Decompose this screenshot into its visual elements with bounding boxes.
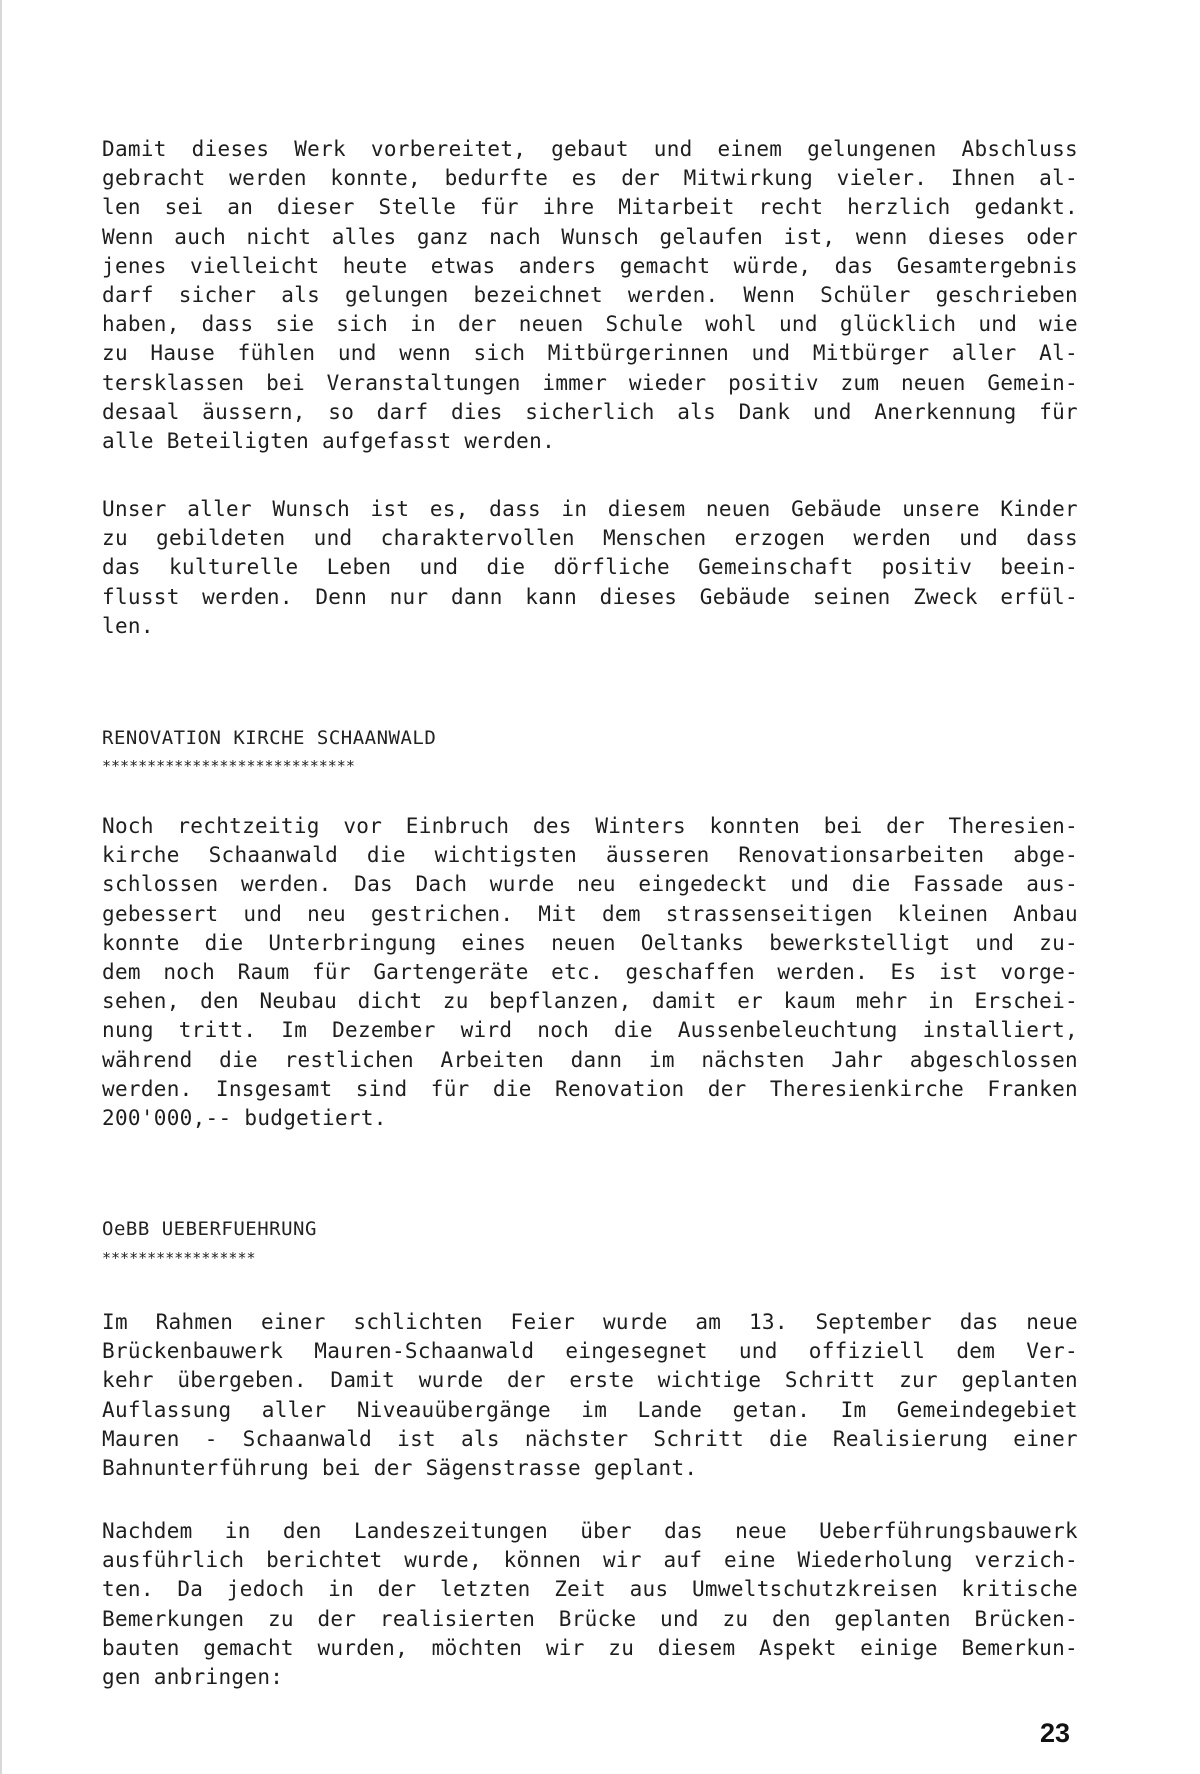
kirche-paragraph <box>102 812 1078 1133</box>
text-line: schlossen werden. Das Dach wurde neu eingedeckt und die Fassade aus- <box>102 872 1078 897</box>
text-line: kehr übergeben. Damit wurde der erste wichtige Schritt zur geplanten <box>102 1368 1078 1393</box>
text-line: Noch rechtzeitig vor Einbruch des Winters konnten bei der Theresien- <box>102 814 1078 838</box>
text-line: kirche Schaanwald die wichtigsten äusseren Renovationsarbeiten abge- <box>102 843 1078 868</box>
text-line: Wenn auch nicht alles ganz nach Wunsch gelaufen ist, wenn dieses oder <box>102 224 1078 249</box>
text-line: jenes vielleicht heute etwas anders gemacht würde, das Gesamtergebnis <box>102 253 1078 278</box>
text-line: alle Beteiligten aufgefasst werden. <box>102 429 556 454</box>
text-line: flusst werden. Denn nur dann kann dieses Gebäude seinen Zweck erfül- <box>102 584 1078 609</box>
section-heading-kirche: RENOVATION KIRCHE SCHAANWALD <box>102 727 437 749</box>
text-line: konnte die Unterbringung eines neuen Oeltanks bewerkstelligt und zu- <box>102 930 1078 955</box>
text-line: nung tritt. Im Dezember wird noch die Aussenbeleuchtung installiert, <box>102 1018 1078 1043</box>
section-heading-kirche-underline: **************************** <box>102 757 355 775</box>
text-line: Damit dieses Werk vorbereitet, gebaut und einem gelungenen Abschluss <box>102 137 1078 161</box>
section-heading-oebb-underline: ***************** <box>102 1249 256 1267</box>
text-line: len sei an dieser Stelle für ihre Mitarbeit recht herzlich gedankt. <box>102 195 1078 220</box>
section-heading-oebb: OeBB UEBERFUEHRUNG <box>102 1218 317 1240</box>
text-line: haben, dass sie sich in der neuen Schule wohl und glücklich und wie <box>102 312 1078 337</box>
text-line: ausführlich berichtet wurde, können wir auf eine Wiederholung verzich- <box>102 1548 1078 1573</box>
text-line: gen anbringen: <box>102 1665 284 1690</box>
text-line: 200'000,-- budgetiert. <box>102 1106 387 1131</box>
text-line: zu Hause fühlen und wenn sich Mitbürgerinnen und Mitbürger aller Al- <box>102 341 1078 366</box>
text-line: sehen, den Neubau dicht zu bepflanzen, damit er kaum mehr in Erschei- <box>102 989 1078 1014</box>
oebb-paragraph-1 <box>102 1308 1078 1483</box>
text-line: bauten gemacht wurden, möchten wir zu diesem Aspekt einige Bemerkun- <box>102 1635 1078 1660</box>
scan-edge <box>0 0 2 1774</box>
intro-paragraph-2 <box>102 495 1078 641</box>
text-line: Bemerkungen zu der realisierten Brücke und zu den geplanten Brücken- <box>102 1606 1078 1631</box>
text-line: Im Rahmen einer schlichten Feier wurde am 13. September das neue <box>102 1310 1078 1334</box>
text-line: werden. Insgesamt sind für die Renovation der Theresienkirche Franken <box>102 1076 1078 1101</box>
text-line: Auflassung aller Niveauübergänge im Lande getan. Im Gemeindegebiet <box>102 1397 1078 1422</box>
text-line: während die restlichen Arbeiten dann im nächsten Jahr abgeschlossen <box>102 1047 1078 1072</box>
intro-paragraph-1 <box>102 135 1078 456</box>
text-line: len. <box>102 613 154 638</box>
text-line: Unser aller Wunsch ist es, dass in diesem neuen Gebäude unsere Kinder <box>102 497 1078 521</box>
page-number: 23 <box>1039 1718 1070 1748</box>
text-line: gebessert und neu gestrichen. Mit dem strassenseitigen kleinen Anbau <box>102 901 1078 926</box>
text-line: Nachdem in den Landeszeitungen über das neue Ueberführungsbauwerk <box>102 1519 1078 1543</box>
text-line: darf sicher als gelungen bezeichnet werden. Wenn Schüler geschrieben <box>102 283 1078 308</box>
text-line: tersklassen bei Veranstaltungen immer wieder positiv zum neuen Gemein- <box>102 370 1078 395</box>
text-line: desaal äussern, so darf dies sicherlich als Dank und Anerkennung für <box>102 399 1078 424</box>
text-line: gebracht werden konnte, bedurfte es der Mitwirkung vieler. Ihnen al- <box>102 166 1078 191</box>
text-line: ten. Da jedoch in der letzten Zeit aus Umweltschutzkreisen kritische <box>102 1577 1078 1602</box>
text-line: dem noch Raum für Gartengeräte etc. geschaffen werden. Es ist vorge- <box>102 960 1078 985</box>
text-line: das kulturelle Leben und die dörfliche Gemeinschaft positiv beein- <box>102 555 1078 580</box>
text-line: zu gebildeten und charaktervollen Menschen erzogen werden und dass <box>102 526 1078 551</box>
oebb-paragraph-2 <box>102 1517 1078 1692</box>
text-line: Bahnunterführung bei der Sägenstrasse geplant. <box>102 1456 698 1481</box>
text-line: Brückenbauwerk Mauren-Schaanwald eingesegnet und offiziell dem Ver- <box>102 1339 1078 1364</box>
text-line: Mauren - Schaanwald ist als nächster Schritt die Realisierung einer <box>102 1426 1078 1451</box>
